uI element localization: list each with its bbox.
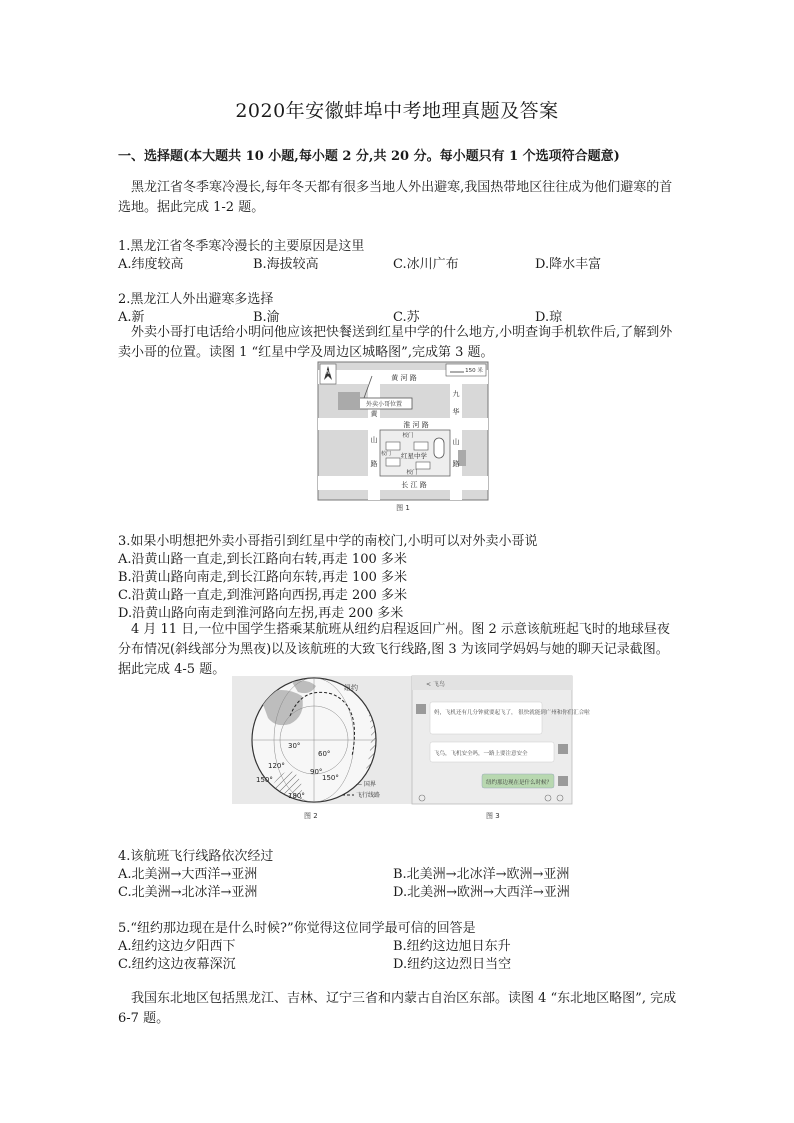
road-jiuhuashan-3: 山 [452,438,460,446]
gate-south-label: 校门 [406,470,418,476]
intro-paragraph-4: 我国东北地区包括黑龙江、吉林、辽宁三省和内蒙古自治区东部。读图 4 “东北地区略图”, 完成 6-7 题。 [118,991,677,1026]
section-heading: 一、选择题(本大题共 10 小题,每小题 2 分,共 20 分。每小题只有 1 个选项符合题意) [118,149,620,164]
question-4-stem: 4.该航班飞行线路依次经过 [118,849,274,864]
q1-option-a: A.纬度较高 [118,257,184,272]
lon-label-4: 120° [268,762,285,770]
q3-option-c: C.沿黄山路一直走,到淮河路向西拐,再走 200 多米 [118,588,407,603]
q2-option-d: D.琼 [535,310,563,325]
chat-bubble-2: 飞鸟，飞机安全吗，一路上要注意安全 [434,751,528,757]
q5-option-a: A.纽约这边夕阳西下 [118,939,236,954]
gate-north-label: 校门 [402,433,414,439]
chat-back-button[interactable]: < 飞鸟 [426,681,445,688]
legend-boundary: — 国界 [356,781,376,788]
q5-option-c: C.纽约这边夜幕深沉 [118,957,236,972]
avatar [558,744,568,754]
lon-label-1: 30° [288,742,301,750]
school-label: 红星中学 [401,452,427,460]
avatar [558,776,568,786]
lon-label-3: 90° [310,768,323,776]
question-5-stem: 5.“纽约那边现在是什么时候?”你觉得这位同学最可信的回答是 [118,921,476,936]
figure-3-caption: 图 3 [486,812,500,820]
figure-2-globe [232,676,412,822]
q1-option-c: C.冰川广布 [393,257,459,272]
gate-west-label: 校门 [380,451,392,457]
intro-paragraph-3: 4 月 11 日,一位中国学生搭乘某航班从纽约启程返回广州。图 2 示意该航班起飞时的地球昼夜分布情况(斜线部分为黑夜)以及该航班的大致飞行线路,图 3 为该同学妈妈与她的聊天记录截图。据此完成 4-5 题。 [118,622,670,677]
road-huangshan-1: 黄 [370,410,378,418]
page-title: 2020年安徽蚌埠中考地理真题及答案 [235,100,559,122]
lon-label-6: 150° [322,774,339,782]
q1-option-b: B.海拔较高 [253,257,319,272]
q4-option-c: C.北美洲→北冰洋→亚洲 [118,885,258,900]
intro-paragraph-1: 黑龙江省冬季寒冷漫长,每年冬天都有很多当地人外出避寒,我国热带地区往往成为他们避寒的首选地。据此完成 1-2 题。 [118,180,673,215]
road-jiuhuashan-1: 九 [452,390,460,398]
q5-option-d: D.纽约这边烈日当空 [393,957,512,972]
q3-option-a: A.沿黄山路一直走,到长江路向右转,再走 100 多米 [118,552,407,567]
newyork-label: 纽约 [344,684,358,692]
q3-option-b: B.沿黄山路向南走,到长江路向东转,再走 100 多米 [118,570,408,585]
chat-bubble-1: 妈，飞机还有几分钟就要起飞了， 很快就能到广州和你们汇合啦 [434,710,590,716]
figure-1-map [318,362,488,514]
q4-option-a: A.北美洲→大西洋→亚洲 [118,867,258,882]
north-arrow-icon: N [326,370,330,376]
road-huangshan-2: 山 [370,436,378,444]
q2-option-b: B.渝 [253,310,280,325]
q1-option-d: D.降水丰富 [535,257,602,272]
q4-option-d: D.北美洲→欧洲→大西洋→亚洲 [393,885,570,900]
q5-option-b: B.纽约这边旭日东升 [393,939,511,954]
figure-1-caption: 图 1 [396,504,410,512]
road-jiuhuashan-2: 华 [452,408,460,416]
legend-route: 飞行线路 [356,792,381,799]
q2-option-c: C.苏 [393,310,420,325]
question-1-stem: 1.黑龙江省冬季寒冷漫长的主要原因是这里 [118,239,365,254]
question-2-stem: 2.黑龙江人外出避寒多选择 [118,292,274,307]
q3-option-d: D.沿黄山路向南走到淮河路向左拐,再走 200 多米 [118,606,404,621]
lon-label-5: 150° [256,776,273,784]
chat-bubble-3: 纽约那边现在是什么时候？ [486,780,553,786]
figure-3-chat [412,676,590,822]
lon-label-2: 60° [318,750,331,758]
scale-label: 150 米 [465,368,483,374]
road-changjiang-label: 长 江 路 [401,481,427,489]
intro-paragraph-2: 外卖小哥打电话给小明问他应该把快餐送到红星中学的什么地方,小明查询手机软件后,了解到外卖小哥的位置。读图 1 “红星中学及周边区城略图”,完成第 3 题。 [118,325,673,360]
road-huaihe-label: 淮 河 路 [403,421,429,429]
lon-label-7: 180° [288,792,305,800]
avatar [416,704,426,714]
road-jiuhuashan-4: 路 [452,460,460,468]
q4-option-b: B.北美洲→北冰洋→欧洲→亚洲 [393,867,570,882]
question-3-stem: 3.如果小明想把外卖小哥指引到红星中学的南校门,小明可以对外卖小哥说 [118,534,538,549]
road-huanghe-label: 黄 河 路 [391,374,417,382]
road-huangshan-3: 路 [370,460,378,468]
figure-2-caption: 图 2 [304,812,318,820]
courier-label: 外卖小哥位置 [365,401,403,408]
q2-option-a: A.新 [118,310,145,325]
